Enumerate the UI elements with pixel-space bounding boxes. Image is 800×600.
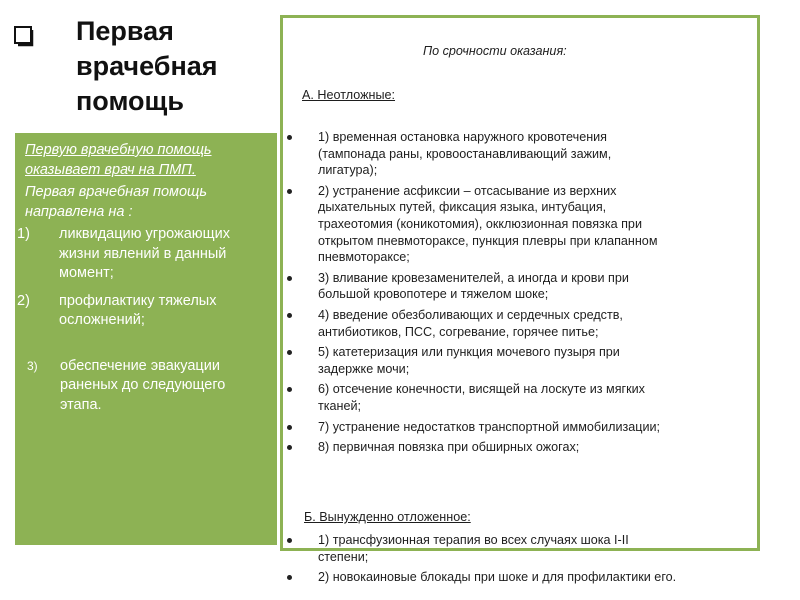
list-item bbox=[280, 344, 750, 377]
list-item-line: 6) отсечение конечности, висящей на лоскуте из мягких bbox=[318, 382, 645, 397]
left-intro2-line: направлена на : bbox=[25, 203, 133, 220]
list-item bbox=[280, 381, 750, 414]
list-item-line: 5) катетеризация или пункция мочевого пузыря при bbox=[318, 345, 620, 360]
urgency-heading: По срочности оказания: bbox=[423, 44, 567, 58]
list-item-line: 8) первичная повязка при обширных ожогах; bbox=[318, 440, 580, 455]
left-list-item bbox=[23, 357, 269, 416]
list-item-line: 2) новокаиновые блокады при шоке и для профилактики его. bbox=[318, 570, 677, 585]
left-list-line: момент; bbox=[59, 265, 114, 281]
list-item bbox=[280, 183, 750, 266]
left-list-number: 3) bbox=[27, 358, 38, 373]
list-item-line: большой кровопотере и тяжелом шоке; bbox=[318, 287, 549, 302]
left-panel bbox=[15, 133, 277, 545]
left-list-line: осложнений; bbox=[59, 312, 145, 328]
title-line-1: Первая bbox=[76, 16, 174, 46]
bullet-icon bbox=[287, 276, 292, 281]
left-list-line: раненых до следующего bbox=[60, 377, 226, 393]
list-item-line: дыхательных путей, фиксация языка, интубация, bbox=[318, 200, 607, 215]
list-item-line: степени; bbox=[318, 549, 369, 564]
list-item-line: лигатура); bbox=[318, 163, 378, 178]
list-item-line: 1) временная остановка наружного кровотечения bbox=[318, 130, 608, 144]
list-item bbox=[280, 419, 750, 436]
list-item-line: трахеотомия (коникотомия), окклюзионная повязка при bbox=[318, 216, 642, 231]
left-intro-text bbox=[23, 183, 269, 222]
bullet-icon bbox=[287, 313, 292, 318]
bullet-icon bbox=[287, 189, 292, 194]
left-list-item bbox=[17, 225, 269, 284]
list-item-line: 1) трансфузионная терапия во всех случаях шока I-II bbox=[318, 533, 629, 547]
left-intro1-line: Первую врачебную помощь bbox=[25, 142, 212, 158]
list-item bbox=[280, 270, 750, 303]
left-intro-underlined bbox=[23, 141, 269, 180]
list-item-line: антибиотиков, ПСС, согревание, горячее питье; bbox=[318, 324, 599, 339]
list-item bbox=[280, 129, 750, 179]
section-a-list bbox=[280, 129, 750, 460]
title-line-2: врачебная bbox=[76, 51, 218, 81]
bullet-icon bbox=[287, 575, 292, 580]
left-list-line: профилактику тяжелых bbox=[59, 292, 217, 309]
left-intro1-line: оказывает врач на ПМП. bbox=[25, 161, 196, 178]
left-list-number: 1) bbox=[17, 226, 30, 242]
list-item-line: 2) устранение асфиксии – отсасывание из верхних bbox=[318, 183, 617, 198]
section-b-list bbox=[280, 532, 750, 590]
title-line-3: помощь bbox=[76, 86, 184, 116]
list-item-line: открытом пневмотораксе, пункция плевры при клапанном bbox=[318, 233, 658, 248]
list-item-line: 3) вливание кровезаменителей, а иногда и крови при bbox=[318, 270, 629, 285]
list-item-line: тканей; bbox=[318, 398, 362, 413]
list-item bbox=[280, 569, 750, 586]
page-title bbox=[76, 14, 276, 119]
list-item-line: задержке мочи; bbox=[318, 361, 410, 376]
left-list-line: жизни явлений в данный bbox=[59, 245, 227, 262]
list-item-line: 7) устранение недостатков транспортной иммобилизации; bbox=[318, 419, 661, 434]
list-item-line: (тампонада раны, кровоостанавливающий зажим, bbox=[318, 146, 612, 161]
checkbox-icon bbox=[14, 26, 36, 48]
list-item-line: пневмотораксе; bbox=[318, 250, 410, 265]
list-item-line: 4) введение обезболивающих и сердечных средств, bbox=[318, 307, 623, 322]
left-list-item bbox=[17, 292, 269, 331]
bullet-icon bbox=[287, 135, 292, 140]
left-intro2-line: Первая врачебная помощь bbox=[25, 184, 208, 200]
left-list-line: ликвидацию угрожающих bbox=[59, 226, 230, 242]
section-b-heading: Б. Вынужденно отложенное: bbox=[304, 510, 471, 524]
left-list-line: этапа. bbox=[60, 396, 102, 413]
list-item bbox=[280, 532, 750, 565]
left-list-line: обеспечение эвакуации bbox=[60, 357, 220, 374]
bullet-icon bbox=[287, 387, 292, 392]
left-list-number: 2) bbox=[17, 292, 30, 309]
bullet-icon bbox=[287, 350, 292, 355]
list-item bbox=[280, 307, 750, 340]
list-item bbox=[280, 439, 750, 456]
bullet-icon bbox=[287, 425, 292, 430]
section-a-heading: А. Неотложные: bbox=[302, 88, 396, 102]
bullet-icon bbox=[287, 538, 292, 543]
bullet-icon bbox=[287, 445, 292, 450]
